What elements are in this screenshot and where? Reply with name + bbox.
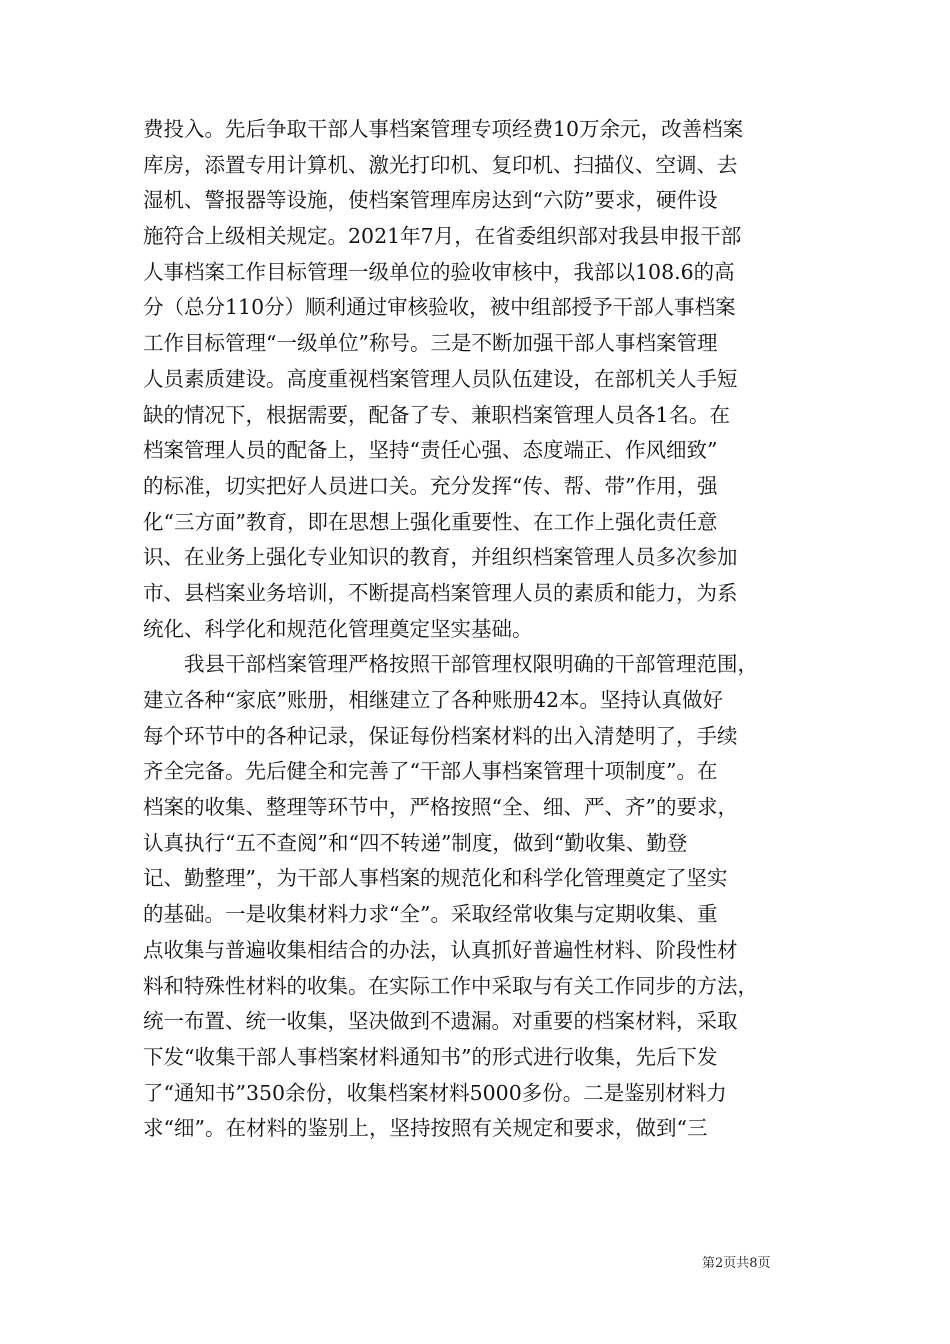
text-line: 市、县档案业务培训，不断提高档案管理人员的素质和能力，为系 bbox=[143, 580, 738, 605]
text-line: 档案管理人员的配备上，坚持“责任心强、态度端正、作风细致” bbox=[143, 438, 718, 463]
page-number: 第2页共8页 bbox=[702, 1256, 771, 1271]
text-line: 化“三方面”教育，即在思想上强化重要性、在工作上强化责任意 bbox=[143, 509, 718, 534]
text-line: 库房，添置专用计算机、激光打印机、复印机、扫描仪、空调、去 bbox=[143, 152, 738, 177]
text-line: 工作目标管理“一级单位”称号。三是不断加强干部人事档案管理 bbox=[143, 331, 718, 356]
text-line: 料和特殊性材料的收集。在实际工作中采取与有关工作同步的方法， bbox=[143, 973, 758, 998]
text-line: 齐全完备。先后健全和完善了“干部人事档案管理十项制度”。在 bbox=[143, 759, 718, 784]
text-line: 施符合上级相关规定。2021年7月，在省委组织部对我县申报干部 bbox=[143, 224, 742, 249]
document-body bbox=[143, 112, 808, 1147]
text-line: 了“通知书”350余份，收集档案材料5000多份。二是鉴别材料力 bbox=[143, 1080, 727, 1105]
text-line: 每个环节中的各种记录，保证每份档案材料的出入清楚明了，手续 bbox=[143, 723, 738, 748]
text-line: 分（总分110分）顺利通过审核验收，被中组部授予干部人事档案 bbox=[143, 295, 736, 320]
text-line: 下发“收集干部人事档案材料通知书”的形式进行收集，先后下发 bbox=[143, 1044, 718, 1069]
text-line: 的基础。一是收集材料力求“全”。采取经常收集与定期收集、重 bbox=[143, 902, 718, 927]
text-line: 识、在业务上强化专业知识的教育，并组织档案管理人员多次参加 bbox=[143, 545, 738, 570]
paragraph bbox=[143, 647, 808, 1147]
text-line: 人事档案工作目标管理一级单位的验收审核中，我部以108.6的高 bbox=[143, 259, 735, 284]
text-line: 档案的收集、整理等环节中，严格按照“全、细、严、齐”的要求， bbox=[143, 795, 738, 820]
text-line: 点收集与普遍收集相结合的办法，认真抓好普遍性材料、阶段性材 bbox=[143, 937, 738, 962]
text-line: 缺的情况下，根据需要，配备了专、兼职档案管理人员各1名。在 bbox=[143, 402, 731, 427]
text-line: 我县干部档案管理严格按照干部管理权限明确的干部管理范围， bbox=[184, 652, 758, 677]
text-line: 费投入。先后争取干部人事档案管理专项经费10万余元，改善档案 bbox=[143, 117, 744, 141]
paragraph bbox=[143, 112, 808, 647]
text-line: 建立各种“家底”账册，相继建立了各种账册42本。坚持认真做好 bbox=[143, 688, 724, 712]
text-line: 认真执行“五不查阅”和“四不转递”制度，做到“勤收集、勤登 bbox=[143, 830, 688, 855]
text-line: 湿机、警报器等设施，使档案管理库房达到“六防”要求，硬件设 bbox=[143, 188, 718, 213]
text-line: 求“细”。在材料的鉴别上，坚持按照有关规定和要求，做到“三 bbox=[143, 1116, 708, 1141]
text-line: 统化、科学化和规范化管理奠定坚实基础。 bbox=[143, 616, 533, 641]
text-line: 人员素质建设。高度重视档案管理人员队伍建设，在部机关人手短 bbox=[143, 366, 738, 391]
text-line: 记、勤整理”，为干部人事档案的规范化和科学化管理奠定了坚实 bbox=[143, 866, 728, 891]
text-line: 的标准，切实把好人员进口关。充分发挥“传、帮、带”作用，强 bbox=[143, 473, 718, 498]
text-line: 统一布置、统一收集，坚决做到不遗漏。对重要的档案材料，采取 bbox=[143, 1009, 738, 1034]
